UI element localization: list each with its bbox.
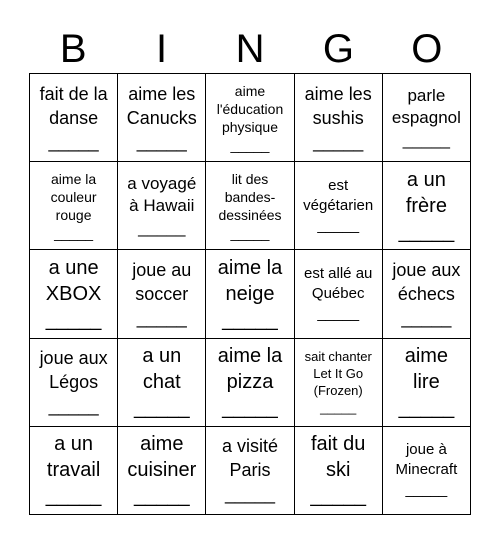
- header-letter-b: B: [59, 27, 87, 71]
- cell-text: a visité Paris _____: [221, 436, 278, 505]
- bingo-cell[interactable]: [206, 339, 294, 427]
- bingo-cell[interactable]: [30, 339, 118, 427]
- cell-text: joue à Minecraft _____: [395, 441, 458, 499]
- bingo-cell[interactable]: [295, 74, 383, 162]
- cell-text: fait de la danse _____: [39, 83, 108, 152]
- cell-text: aime la couleur rouge _____: [50, 170, 97, 241]
- cell-text: aime les Canucks _____: [126, 83, 197, 152]
- header-letter-g: G: [322, 27, 354, 71]
- bingo-cell[interactable]: [295, 427, 383, 515]
- cell-text: aime cuisiner _____: [127, 433, 197, 508]
- header-letter-n: N: [235, 27, 265, 71]
- bingo-cell[interactable]: [295, 162, 383, 250]
- cell-text: a un chat _____: [133, 345, 190, 420]
- cell-text: lit des bandes- dessinées _____: [218, 170, 282, 241]
- cell-text: aime les sushis _____: [304, 83, 372, 152]
- bingo-cell[interactable]: [206, 250, 294, 338]
- cell-text: a un travail _____: [45, 433, 102, 508]
- cell-text: parle espagnol _____: [391, 85, 461, 149]
- header-letter-i: I: [156, 27, 168, 71]
- bingo-cell[interactable]: [30, 162, 118, 250]
- cell-text: aime l'éducation physique _____: [216, 82, 284, 153]
- bingo-cell[interactable]: [383, 250, 471, 338]
- bingo-cell[interactable]: [118, 250, 206, 338]
- bingo-cell[interactable]: [383, 162, 471, 250]
- cell-text: fait du ski _____: [310, 433, 366, 508]
- cell-text: a voyagé à Hawaii _____: [127, 173, 197, 237]
- cell-text: joue aux échecs _____: [392, 259, 461, 328]
- bingo-cell[interactable]: [30, 427, 118, 515]
- bingo-cell[interactable]: [118, 162, 206, 250]
- cell-text: est allé au Québec _____: [304, 264, 373, 322]
- bingo-cell[interactable]: [206, 74, 294, 162]
- bingo-cell[interactable]: [118, 74, 206, 162]
- bingo-cell[interactable]: [30, 74, 118, 162]
- bingo-header: [29, 24, 471, 74]
- bingo-cell[interactable]: [118, 427, 206, 515]
- cell-text: joue au soccer _____: [132, 259, 192, 328]
- cell-text: a un frère _____: [398, 168, 455, 243]
- cell-text: aime lire _____: [398, 345, 455, 420]
- cell-text: aime la neige _____: [217, 256, 283, 331]
- bingo-cell[interactable]: [295, 250, 383, 338]
- bingo-grid: [29, 73, 471, 515]
- bingo-cell[interactable]: [30, 250, 118, 338]
- bingo-cell[interactable]: [206, 162, 294, 250]
- bingo-cell[interactable]: [383, 74, 471, 162]
- cell-text: sait chanter Let It Go (Frozen) _____: [304, 349, 372, 416]
- bingo-cell[interactable]: [206, 427, 294, 515]
- bingo-cell[interactable]: [118, 339, 206, 427]
- cell-text: a une XBOX _____: [45, 256, 102, 331]
- cell-text: est végétarien _____: [303, 176, 374, 234]
- header-letter-o: O: [411, 27, 443, 71]
- bingo-cell[interactable]: [383, 427, 471, 515]
- cell-text: aime la pizza _____: [217, 345, 283, 420]
- bingo-cell[interactable]: [383, 339, 471, 427]
- cell-text: joue aux Légos _____: [39, 348, 108, 417]
- bingo-cell[interactable]: [295, 339, 383, 427]
